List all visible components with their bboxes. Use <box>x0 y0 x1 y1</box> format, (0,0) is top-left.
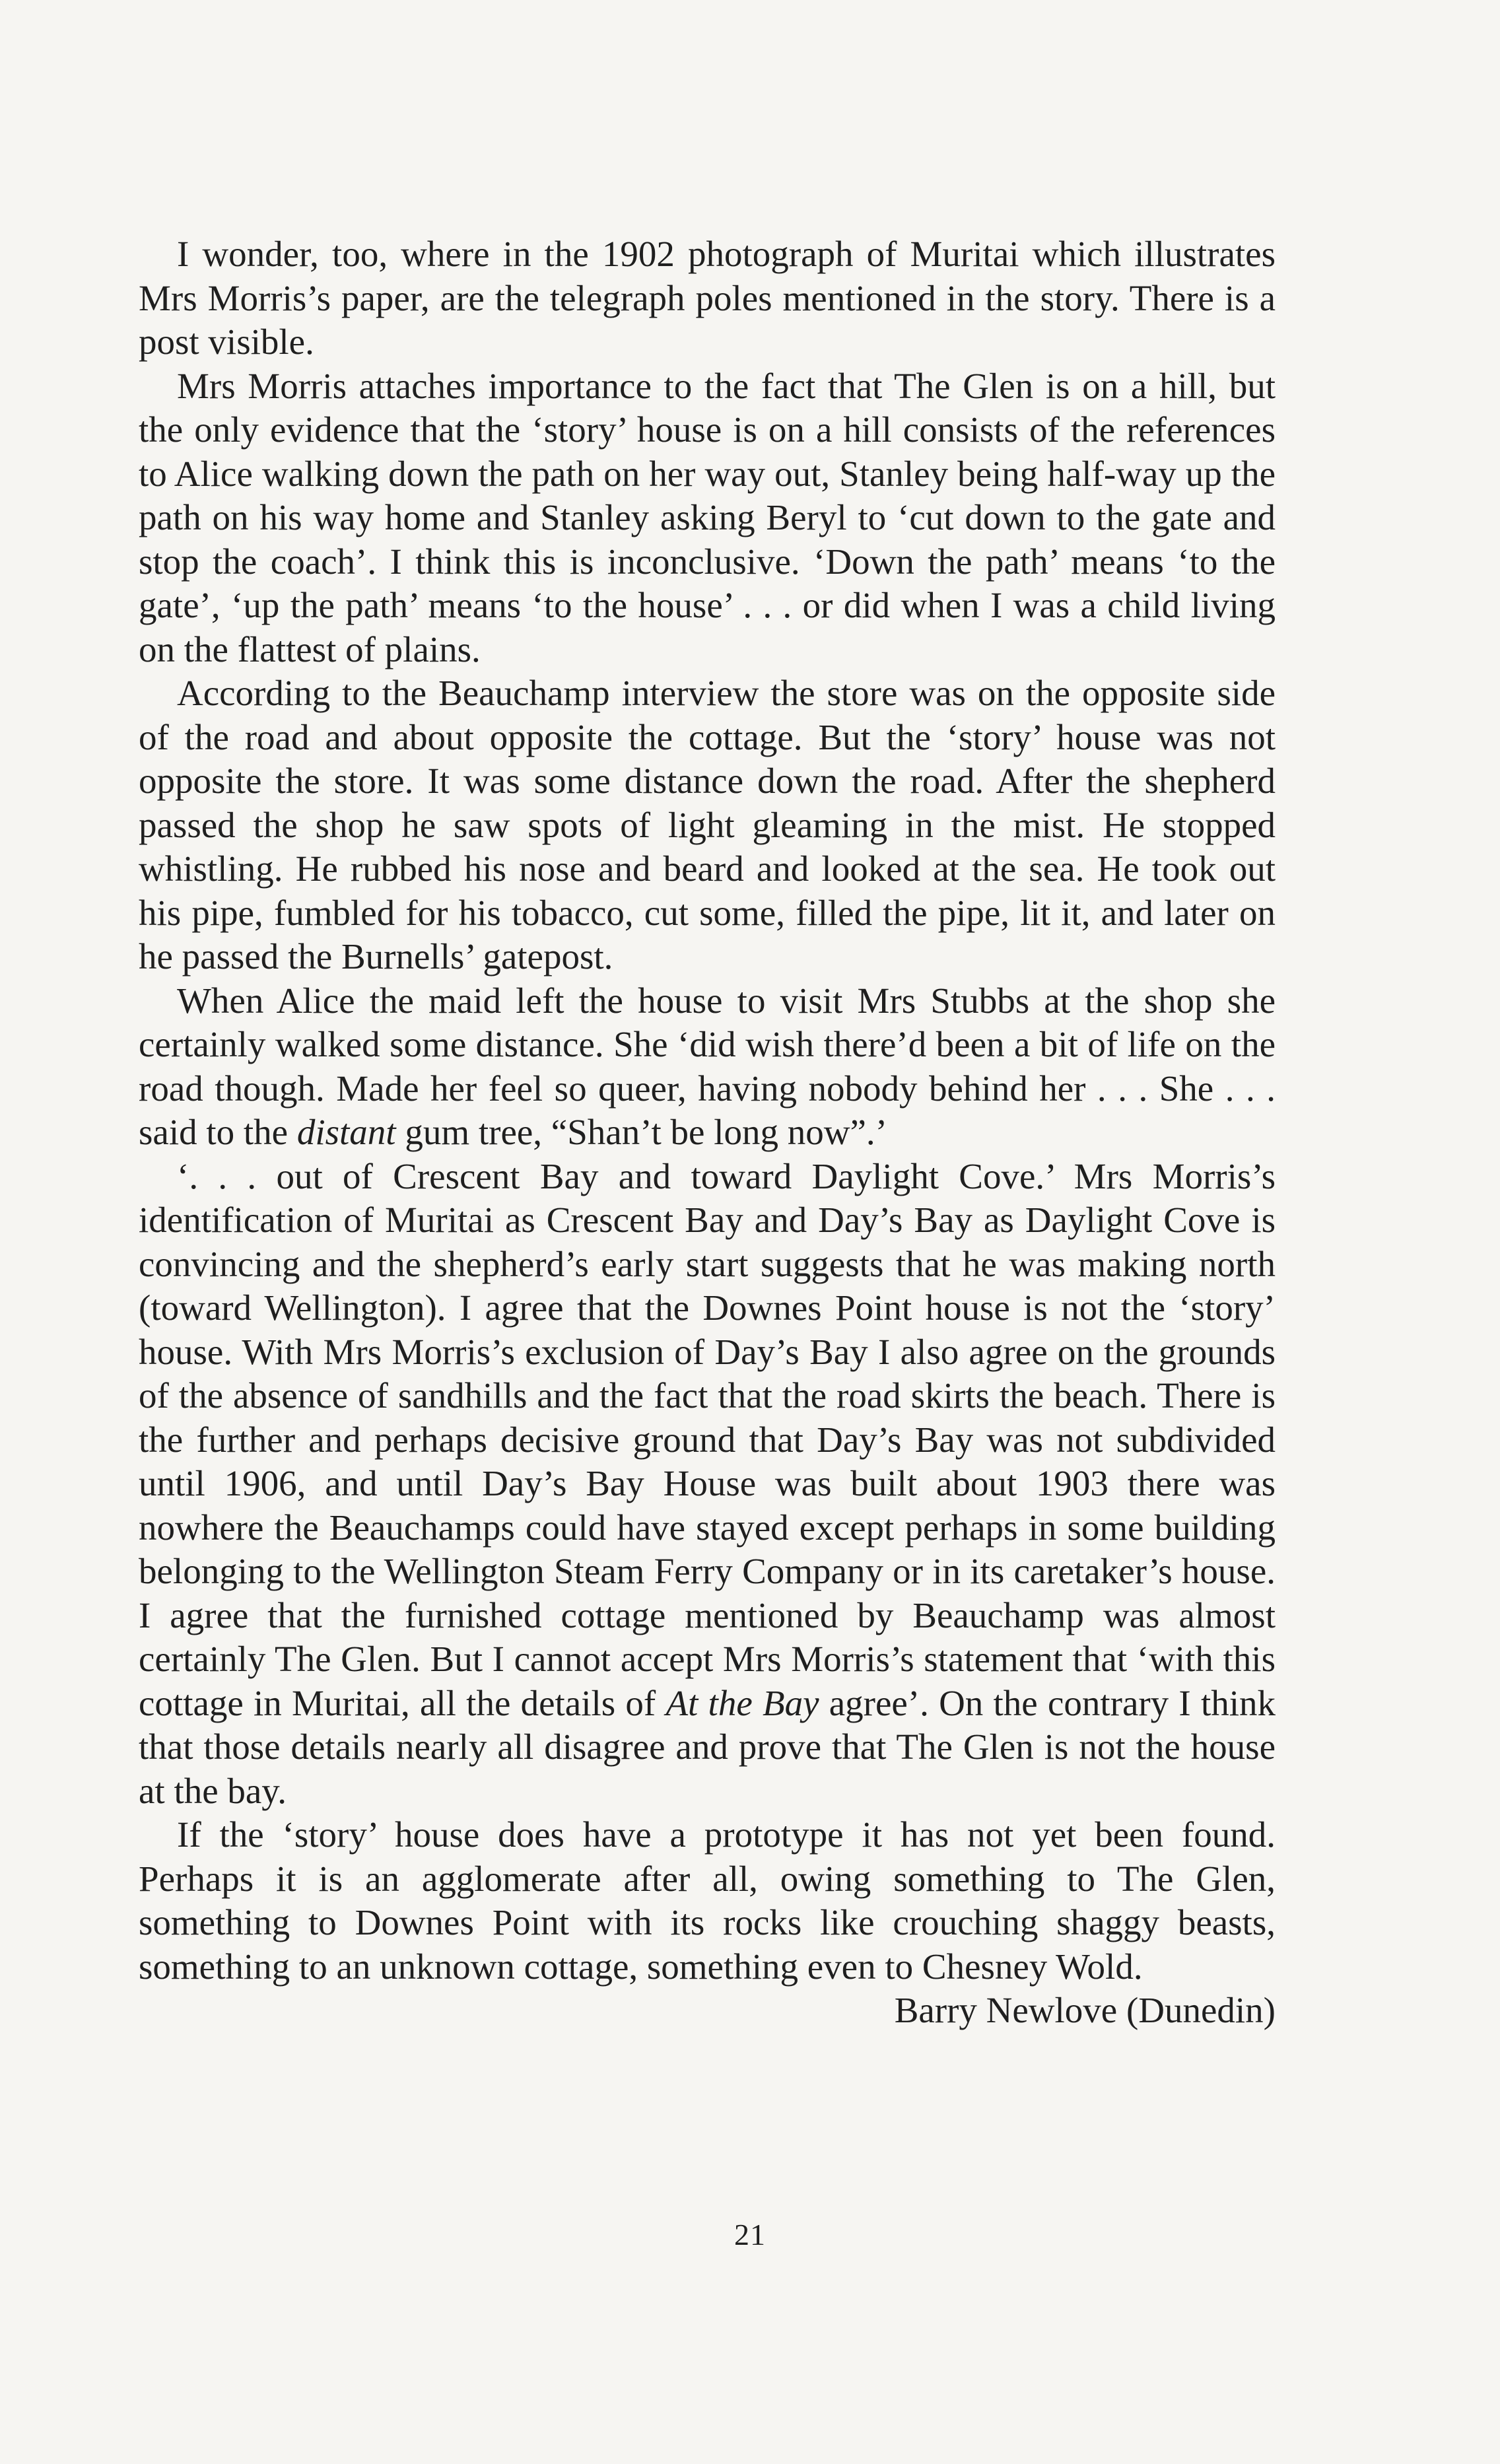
article-body <box>139 232 1276 2033</box>
page-number: 21 <box>734 2218 766 2251</box>
paragraph-5-text-before: ‘. . . out of Crescent Bay and toward Daylight Cove.’ Mrs Morris’s identification of Muritai as Crescent Bay and Day’s Bay as Daylight Cove is convincing and the shepherd’s early start suggests that he was making north (toward Wellington). I agree that the Downes Point house is not the ‘story’ house. With Mrs Morris’s exclusion of Day’s Bay I also agree on the grounds of the absence of sandhills and the fact that the road skirts the beach. There is the further and perhaps decisive ground that Day’s Bay was not subdivided until 1906, and until Day’s Bay House was built about 1903 there was nowhere the Beauchamps could have stayed except perhaps in some building belonging to the Wellington Steam Ferry Company or in its caretaker’s house. I agree that the furnished cottage mentioned by Beauchamp was almost certainly The Glen. But I cannot accept Mrs Morris’s statement that ‘with this cottage in Muritai, all the details of <box>139 1155 1276 1723</box>
paragraph-5-emphasis: At the Bay <box>665 1682 819 1723</box>
paragraph-4-text-before: When Alice the maid left the house to visit Mrs Stubbs at the shop she certainly walked some distance. She ‘did wish there’d been a bit of life on the road though. Made her feel so queer, having nobody behind her . . . She . . . said to the <box>139 980 1276 1152</box>
paragraph-5 <box>139 1155 1276 1814</box>
paragraph-2: Mrs Morris attaches importance to the fact that The Glen is on a hill, but the only evidence that the ‘story’ house is on a hill consists of the references to Alice walking down the path on her way out, Stanley being half-way up the path on his way home and Stanley asking Beryl to ‘cut down to the gate and stop the coach’. I think this is inconclusive. ‘Down the path’ means ‘to the gate’, ‘up the path’ means ‘to the house’ . . . or did when I was a child living on the flattest of plains. <box>139 365 1276 669</box>
paragraph-4-text-after: gum tree, “Shan’t be long now”.’ <box>395 1112 887 1152</box>
paragraph-4-emphasis: distant <box>296 1112 396 1152</box>
paragraph-4 <box>139 979 1276 1155</box>
paragraph-6: If the ‘story’ house does have a prototype it has not yet been found. Perhaps it is an agglomerate after all, owing something to The Glen, something to Downes Point with its rocks like crouching shaggy beasts, something to an unknown cottage, something even to Chesney Wold. <box>139 1814 1276 1987</box>
paragraph-5-text-after: agree’. On the contrary I think that those details nearly all disagree and prove that The Glen is not the house at the bay. <box>139 1682 1276 1811</box>
paragraph-1: I wonder, too, where in the 1902 photograph of Muritai which illustrates Mrs Morris’s paper, are the telegraph poles mentioned in the story. There is a post visible. <box>139 234 1276 362</box>
author-signature: Barry Newlove (Dunedin) <box>894 1990 1276 2030</box>
paragraph-3: According to the Beauchamp interview the store was on the opposite side of the road and about opposite the cottage. But the ‘story’ house was not opposite the store. It was some distance down the road. After the shepherd passed the shop he saw spots of light gleaming in the mist. He stopped whistling. He rubbed his nose and beard and looked at the sea. He took out his pipe, fumbled for his tobacco, cut some, filled the pipe, lit it, and later on he passed the Burnells’ gatepost. <box>139 673 1276 976</box>
